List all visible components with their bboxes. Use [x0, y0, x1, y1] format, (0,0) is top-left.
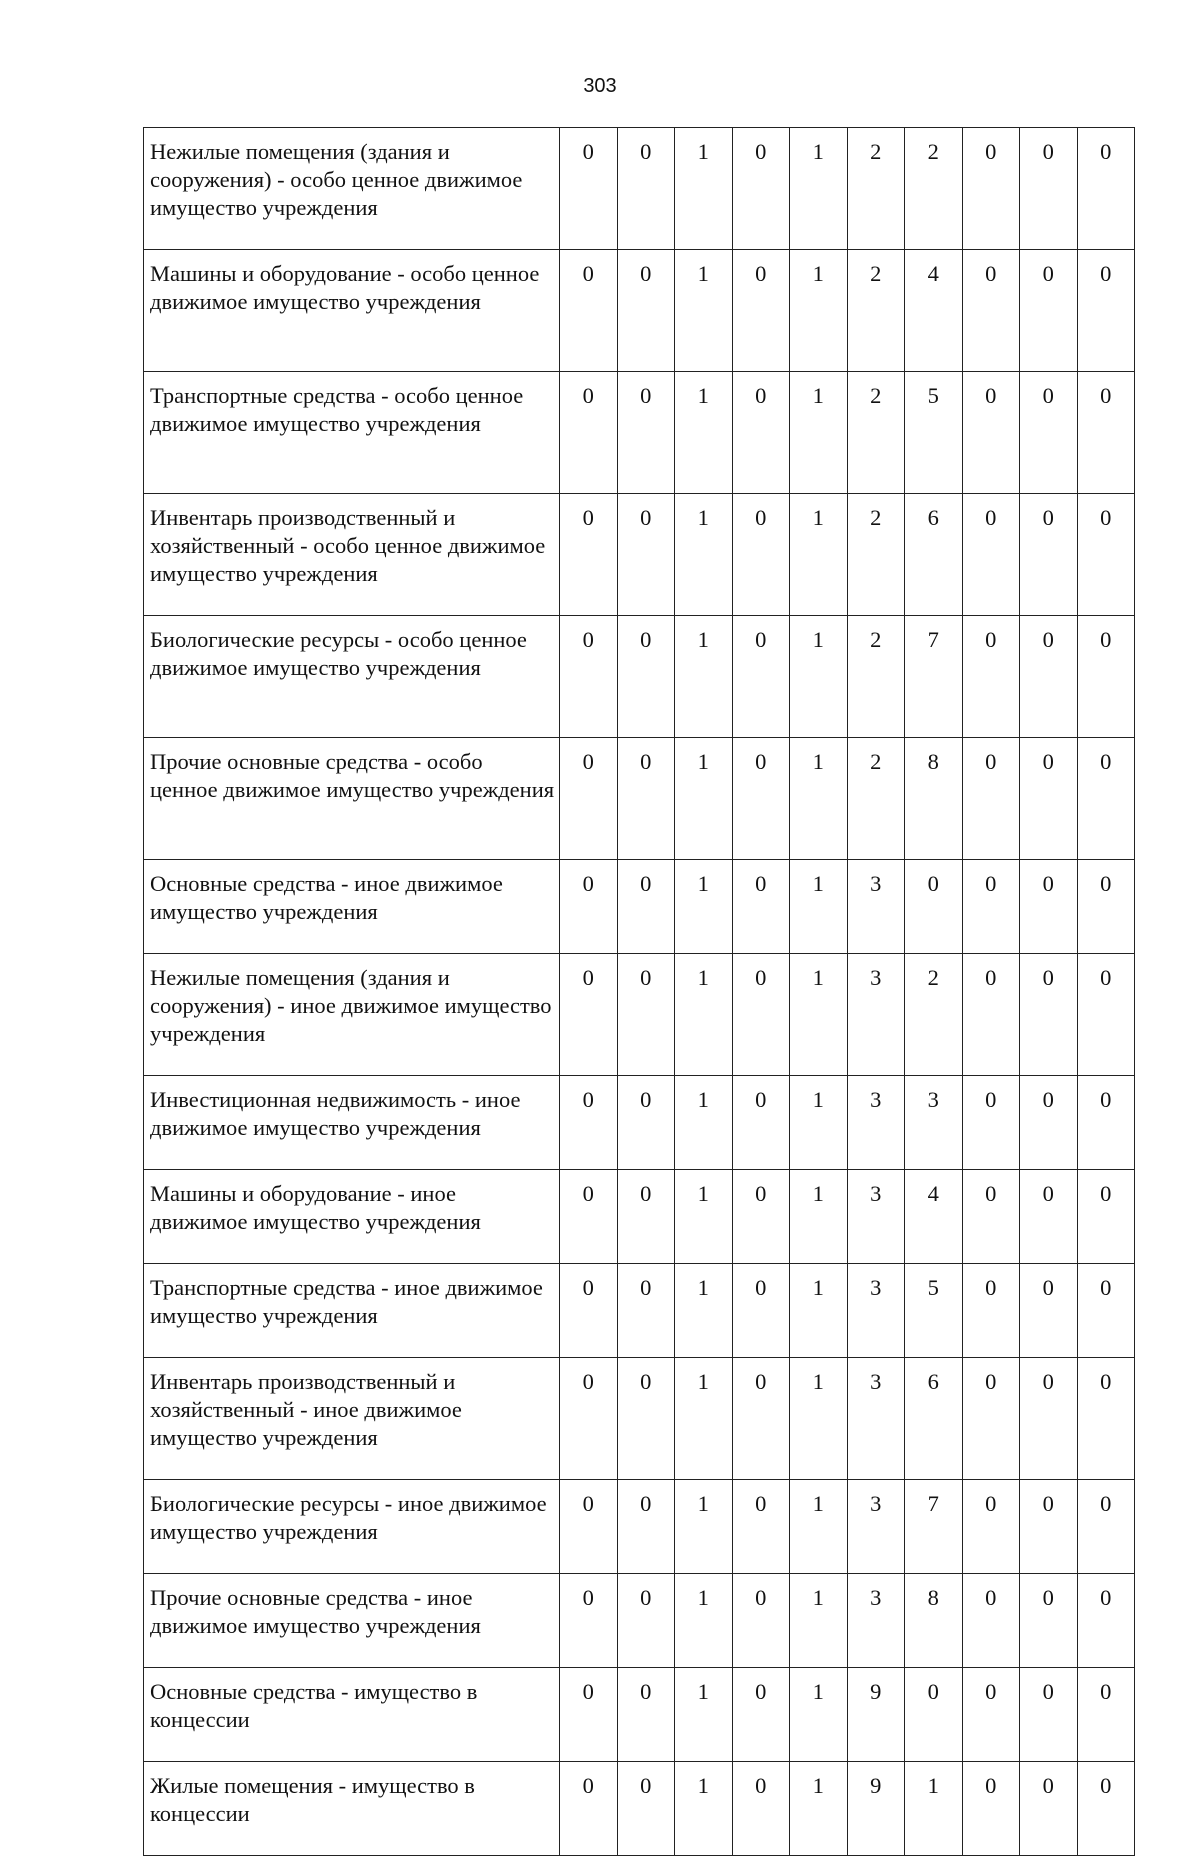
account-digit-cell: 0 — [617, 1170, 675, 1264]
account-digit-cell: 1 — [790, 1762, 848, 1856]
account-digit-cell: 0 — [1020, 1574, 1078, 1668]
account-digit-cell: 1 — [675, 494, 733, 616]
account-digit-cell: 0 — [962, 1358, 1020, 1480]
account-digit-cell: 0 — [617, 1264, 675, 1358]
account-digit-cell: 0 — [1020, 1762, 1078, 1856]
account-digit-cell: 0 — [732, 1358, 790, 1480]
account-name-cell: Транспортные средства - особо ценное движимое имущество учреждения — [144, 372, 560, 494]
account-name-cell: Основные средства - имущество в концессии — [144, 1668, 560, 1762]
account-name-cell: Инвентарь производственный и хозяйственный - иное движимое имущество учреждения — [144, 1358, 560, 1480]
account-digit-cell: 7 — [905, 616, 963, 738]
account-digit-cell: 0 — [962, 860, 1020, 954]
account-digit-cell: 0 — [560, 128, 618, 250]
account-digit-cell: 0 — [962, 128, 1020, 250]
account-digit-cell: 0 — [962, 1574, 1020, 1668]
account-digit-cell: 1 — [675, 372, 733, 494]
account-digit-cell: 5 — [905, 372, 963, 494]
account-digit-cell: 1 — [790, 1076, 848, 1170]
account-name-cell: Основные средства - иное движимое имущество учреждения — [144, 860, 560, 954]
account-digit-cell: 1 — [675, 128, 733, 250]
account-digit-cell: 0 — [1077, 1170, 1135, 1264]
account-name-cell: Транспортные средства - иное движимое имущество учреждения — [144, 1264, 560, 1358]
account-digit-cell: 1 — [675, 250, 733, 372]
table-row — [144, 1170, 1135, 1264]
account-digit-cell: 0 — [905, 1668, 963, 1762]
account-digit-cell: 0 — [1077, 250, 1135, 372]
account-digit-cell: 0 — [1020, 1170, 1078, 1264]
account-digit-cell: 0 — [962, 494, 1020, 616]
account-digit-cell: 0 — [560, 1076, 618, 1170]
account-digit-cell: 0 — [962, 372, 1020, 494]
account-digit-cell: 8 — [905, 738, 963, 860]
account-digit-cell: 5 — [905, 1264, 963, 1358]
account-digit-cell: 0 — [617, 1762, 675, 1856]
account-digit-cell: 3 — [847, 954, 905, 1076]
account-digit-cell: 0 — [560, 1264, 618, 1358]
account-digit-cell: 3 — [847, 1264, 905, 1358]
table-row — [144, 616, 1135, 738]
account-digit-cell: 0 — [1020, 128, 1078, 250]
account-digit-cell: 1 — [790, 1170, 848, 1264]
account-name-cell: Машины и оборудование - особо ценное движимое имущество учреждения — [144, 250, 560, 372]
account-digit-cell: 0 — [560, 1668, 618, 1762]
account-name-cell: Биологические ресурсы - иное движимое имущество учреждения — [144, 1480, 560, 1574]
account-digit-cell: 9 — [847, 1668, 905, 1762]
account-name-cell: Прочие основные средства - особо ценное движимое имущество учреждения — [144, 738, 560, 860]
account-digit-cell: 3 — [847, 1076, 905, 1170]
account-digit-cell: 1 — [790, 128, 848, 250]
account-digit-cell: 0 — [962, 1668, 1020, 1762]
account-digit-cell: 1 — [675, 860, 733, 954]
account-digit-cell: 1 — [790, 372, 848, 494]
account-digit-cell: 1 — [675, 1480, 733, 1574]
account-digit-cell: 0 — [732, 1170, 790, 1264]
account-digit-cell: 1 — [675, 616, 733, 738]
account-digit-cell: 0 — [617, 738, 675, 860]
account-digit-cell: 0 — [732, 372, 790, 494]
account-digit-cell: 0 — [560, 616, 618, 738]
account-digit-cell: 0 — [1020, 1076, 1078, 1170]
account-digit-cell: 6 — [905, 494, 963, 616]
account-digit-cell: 0 — [1077, 1668, 1135, 1762]
account-digit-cell: 0 — [617, 372, 675, 494]
account-digit-cell: 0 — [732, 1264, 790, 1358]
account-digit-cell: 0 — [1020, 616, 1078, 738]
account-digit-cell: 0 — [732, 616, 790, 738]
account-digit-cell: 0 — [1020, 1358, 1078, 1480]
account-digit-cell: 0 — [1020, 494, 1078, 616]
account-digit-cell: 0 — [1077, 1264, 1135, 1358]
account-digit-cell: 1 — [790, 860, 848, 954]
account-digit-cell: 1 — [905, 1762, 963, 1856]
account-digit-cell: 1 — [675, 1358, 733, 1480]
account-digit-cell: 0 — [962, 616, 1020, 738]
account-digit-cell: 2 — [847, 738, 905, 860]
account-digit-cell: 2 — [905, 128, 963, 250]
account-digit-cell: 2 — [847, 616, 905, 738]
account-digit-cell: 1 — [675, 1668, 733, 1762]
table-row — [144, 1668, 1135, 1762]
account-digit-cell: 2 — [847, 494, 905, 616]
account-digit-cell: 0 — [1077, 860, 1135, 954]
account-digit-cell: 0 — [732, 128, 790, 250]
account-digit-cell: 1 — [675, 954, 733, 1076]
account-digit-cell: 0 — [962, 954, 1020, 1076]
account-digit-cell: 0 — [560, 1358, 618, 1480]
account-digit-cell: 0 — [732, 250, 790, 372]
account-digit-cell: 0 — [732, 1668, 790, 1762]
account-digit-cell: 2 — [905, 954, 963, 1076]
account-name-cell: Биологические ресурсы - особо ценное движимое имущество учреждения — [144, 616, 560, 738]
account-digit-cell: 0 — [1077, 1762, 1135, 1856]
account-digit-cell: 0 — [560, 738, 618, 860]
account-digit-cell: 0 — [732, 494, 790, 616]
account-digit-cell: 0 — [617, 860, 675, 954]
account-digit-cell: 0 — [1077, 616, 1135, 738]
account-digit-cell: 3 — [847, 860, 905, 954]
account-digit-cell: 0 — [1020, 1264, 1078, 1358]
account-digit-cell: 2 — [847, 372, 905, 494]
account-name-cell: Машины и оборудование - иное движимое имущество учреждения — [144, 1170, 560, 1264]
account-digit-cell: 0 — [962, 738, 1020, 860]
account-digit-cell: 0 — [962, 1264, 1020, 1358]
account-digit-cell: 1 — [790, 494, 848, 616]
account-digit-cell: 0 — [732, 954, 790, 1076]
account-digit-cell: 1 — [790, 250, 848, 372]
account-digit-cell: 0 — [560, 954, 618, 1076]
account-digit-cell: 0 — [732, 1762, 790, 1856]
account-digit-cell: 0 — [560, 1574, 618, 1668]
account-digit-cell: 0 — [1020, 372, 1078, 494]
account-digit-cell: 0 — [1077, 1076, 1135, 1170]
account-digit-cell: 0 — [560, 860, 618, 954]
account-digit-cell: 4 — [905, 250, 963, 372]
account-digit-cell: 0 — [617, 616, 675, 738]
table-row — [144, 860, 1135, 954]
account-name-cell: Инвентарь производственный и хозяйственный - особо ценное движимое имущество учреждения — [144, 494, 560, 616]
account-digit-cell: 0 — [1020, 1668, 1078, 1762]
account-digit-cell: 0 — [1077, 1574, 1135, 1668]
account-digit-cell: 0 — [617, 494, 675, 616]
account-digit-cell: 0 — [1020, 954, 1078, 1076]
account-digit-cell: 0 — [617, 250, 675, 372]
account-name-cell: Инвестиционная недвижимость - иное движимое имущество учреждения — [144, 1076, 560, 1170]
account-digit-cell: 0 — [905, 860, 963, 954]
table-row — [144, 1264, 1135, 1358]
account-digit-cell: 0 — [560, 1762, 618, 1856]
account-digit-cell: 2 — [847, 250, 905, 372]
page-number: 303 — [583, 75, 617, 97]
account-digit-cell: 3 — [847, 1480, 905, 1574]
account-digit-cell: 0 — [560, 250, 618, 372]
account-digit-cell: 7 — [905, 1480, 963, 1574]
account-digit-cell: 4 — [905, 1170, 963, 1264]
account-digit-cell: 0 — [1077, 738, 1135, 860]
account-digit-cell: 0 — [617, 128, 675, 250]
table-row — [144, 372, 1135, 494]
account-digit-cell: 0 — [617, 954, 675, 1076]
account-digit-cell: 1 — [790, 1480, 848, 1574]
table-row — [144, 128, 1135, 250]
account-digit-cell: 0 — [732, 860, 790, 954]
account-digit-cell: 3 — [847, 1574, 905, 1668]
account-digit-cell: 0 — [1020, 860, 1078, 954]
account-digit-cell: 1 — [675, 1170, 733, 1264]
account-digit-cell: 1 — [790, 738, 848, 860]
account-digit-cell: 1 — [790, 616, 848, 738]
table-row — [144, 1574, 1135, 1668]
account-digit-cell: 0 — [560, 1170, 618, 1264]
account-digit-cell: 1 — [790, 1574, 848, 1668]
account-digit-cell: 0 — [617, 1480, 675, 1574]
table-row — [144, 1762, 1135, 1856]
account-digit-cell: 0 — [560, 1480, 618, 1574]
account-name-cell: Нежилые помещения (здания и сооружения) - особо ценное движимое имущество учреждения — [144, 128, 560, 250]
account-digit-cell: 1 — [790, 1264, 848, 1358]
account-digit-cell: 0 — [1077, 1358, 1135, 1480]
account-digit-cell: 8 — [905, 1574, 963, 1668]
table-row — [144, 494, 1135, 616]
account-digit-cell: 1 — [790, 1358, 848, 1480]
account-name-cell: Жилые помещения - имущество в концессии — [144, 1762, 560, 1856]
account-digit-cell: 3 — [847, 1170, 905, 1264]
account-digit-cell: 0 — [732, 1574, 790, 1668]
table-row — [144, 250, 1135, 372]
table-row — [144, 1480, 1135, 1574]
account-digit-cell: 1 — [675, 1574, 733, 1668]
account-digit-cell: 0 — [962, 1480, 1020, 1574]
table-body — [144, 128, 1135, 1856]
account-digit-cell: 0 — [732, 1480, 790, 1574]
account-digit-cell: 1 — [675, 1076, 733, 1170]
account-digit-cell: 1 — [675, 1762, 733, 1856]
account-digit-cell: 0 — [617, 1076, 675, 1170]
account-digit-cell: 0 — [617, 1358, 675, 1480]
account-digit-cell: 0 — [1077, 372, 1135, 494]
account-digit-cell: 0 — [732, 738, 790, 860]
account-digit-cell: 1 — [790, 954, 848, 1076]
account-digit-cell: 6 — [905, 1358, 963, 1480]
account-digit-cell: 0 — [1020, 250, 1078, 372]
account-digit-cell: 0 — [560, 494, 618, 616]
account-digit-cell: 0 — [1020, 738, 1078, 860]
account-digit-cell: 1 — [675, 1264, 733, 1358]
account-digit-cell: 3 — [905, 1076, 963, 1170]
account-digit-cell: 1 — [790, 1668, 848, 1762]
account-code-table — [143, 127, 1135, 1856]
account-digit-cell: 0 — [1077, 128, 1135, 250]
table-row — [144, 1076, 1135, 1170]
account-digit-cell: 0 — [617, 1574, 675, 1668]
account-digit-cell: 2 — [847, 128, 905, 250]
account-name-cell: Прочие основные средства - иное движимое имущество учреждения — [144, 1574, 560, 1668]
account-digit-cell: 0 — [732, 1076, 790, 1170]
table-row — [144, 738, 1135, 860]
account-digit-cell: 0 — [1077, 1480, 1135, 1574]
account-digit-cell: 0 — [962, 1170, 1020, 1264]
account-digit-cell: 0 — [1077, 494, 1135, 616]
account-digit-cell: 0 — [1077, 954, 1135, 1076]
table-row — [144, 954, 1135, 1076]
account-digit-cell: 3 — [847, 1358, 905, 1480]
account-digit-cell: 9 — [847, 1762, 905, 1856]
account-name-cell: Нежилые помещения (здания и сооружения) - иное движимое имущество учреждения — [144, 954, 560, 1076]
account-digit-cell: 0 — [962, 1076, 1020, 1170]
account-digit-cell: 1 — [675, 738, 733, 860]
account-digit-cell: 0 — [560, 372, 618, 494]
table-row — [144, 1358, 1135, 1480]
account-digit-cell: 0 — [962, 250, 1020, 372]
account-digit-cell: 0 — [617, 1668, 675, 1762]
account-digit-cell: 0 — [962, 1762, 1020, 1856]
account-digit-cell: 0 — [1020, 1480, 1078, 1574]
